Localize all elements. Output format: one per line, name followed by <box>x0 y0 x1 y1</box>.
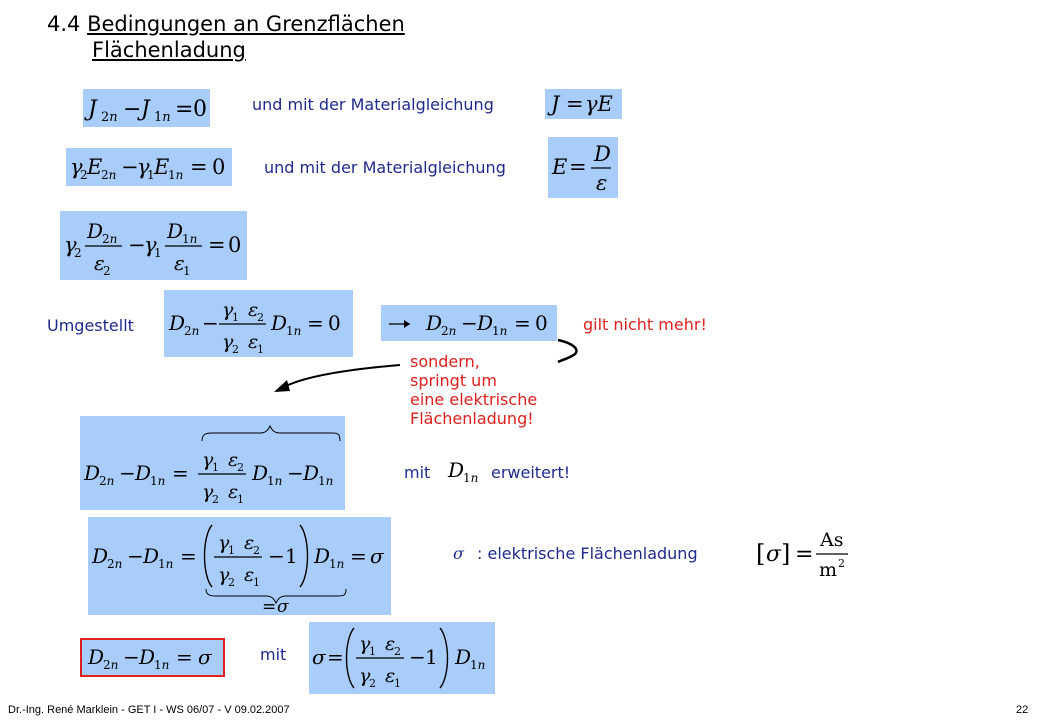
svg-text:=: = <box>176 645 193 669</box>
formula-sigma-expression-svg <box>309 622 495 694</box>
svg-text:1: 1 <box>394 677 401 690</box>
svg-text:γ: γ <box>64 233 77 257</box>
svg-text:D: D <box>314 544 331 568</box>
svg-text:γ: γ <box>222 299 234 321</box>
sondern-line-2: springt um <box>410 371 497 390</box>
formula-sigma-def-svg <box>88 517 391 615</box>
svg-text:1n: 1n <box>182 232 198 246</box>
svg-text:1: 1 <box>237 493 244 506</box>
svg-text:γ: γ <box>144 233 157 257</box>
svg-text:γE: γE <box>585 92 613 116</box>
svg-text:−: − <box>123 97 142 122</box>
svg-text:ε: ε <box>385 633 396 655</box>
svg-text:1: 1 <box>369 645 376 658</box>
title-line1: Bedingungen an Grenzflächen <box>87 12 405 36</box>
svg-text:2: 2 <box>232 343 239 356</box>
svg-text:1: 1 <box>232 311 239 324</box>
svg-text:1n: 1n <box>492 324 508 338</box>
formula-sigma-def <box>88 517 391 615</box>
svg-text:2n: 2n <box>107 557 123 571</box>
svg-text:γ: γ <box>218 564 230 586</box>
svg-text:E: E <box>552 155 568 179</box>
svg-text:D: D <box>139 645 156 669</box>
svg-text:1: 1 <box>147 168 155 182</box>
svg-text:ε: ε <box>174 251 185 275</box>
sondern-line-4: Flächenladung! <box>410 409 534 428</box>
svg-text:D: D <box>426 311 443 335</box>
svg-text:[: [ <box>756 540 766 568</box>
svg-text:2: 2 <box>257 311 264 324</box>
sigma-description: : elektrische Flächenladung <box>477 544 698 563</box>
svg-text:−: − <box>119 461 136 485</box>
svg-text:2: 2 <box>212 493 219 506</box>
svg-text:As: As <box>820 529 844 551</box>
svg-text:=: = <box>795 542 814 567</box>
svg-text:2n: 2n <box>101 168 117 182</box>
mit-label-1: mit <box>404 463 431 482</box>
svg-text:=: = <box>172 461 189 485</box>
svg-text:σ: σ <box>277 597 289 615</box>
svg-text:=: = <box>180 544 197 568</box>
svg-text:=: = <box>208 233 226 257</box>
svg-text:1n: 1n <box>158 557 174 571</box>
svg-text:σ: σ <box>312 645 326 669</box>
svg-text:2n: 2n <box>184 324 200 338</box>
pointer-arrow-curve <box>282 365 400 388</box>
svg-text:1: 1 <box>228 544 235 557</box>
svg-text:=: = <box>350 544 367 568</box>
svg-text:−: − <box>123 645 140 669</box>
svg-text:ε: ε <box>596 171 608 195</box>
mit-label-2: mit <box>260 645 287 664</box>
svg-text:2: 2 <box>74 246 82 260</box>
svg-text:1n: 1n <box>470 658 486 672</box>
svg-text:ε: ε <box>385 665 396 687</box>
svg-text:−: − <box>202 311 219 335</box>
svg-text:γ: γ <box>218 532 230 554</box>
svg-text:=: = <box>327 645 344 669</box>
svg-text:1n: 1n <box>463 471 479 485</box>
svg-text:2n: 2n <box>103 658 119 672</box>
svg-text:D: D <box>271 311 288 335</box>
erweitert-label: erweitert! <box>491 463 571 482</box>
svg-text:1: 1 <box>154 246 162 260</box>
svg-text:2: 2 <box>253 544 260 557</box>
formula-extended <box>80 416 345 510</box>
svg-text:D: D <box>135 461 152 485</box>
svg-text:D: D <box>455 645 472 669</box>
svg-text:D: D <box>252 461 269 485</box>
svg-text:D: D <box>477 311 494 335</box>
svg-text:1: 1 <box>183 264 191 278</box>
svg-text:0: 0 <box>328 311 341 335</box>
svg-text:=: = <box>262 597 277 615</box>
svg-text:−: − <box>121 155 139 179</box>
svg-text:γ: γ <box>359 665 371 687</box>
svg-text:γ: γ <box>137 155 150 179</box>
svg-text:σ: σ <box>198 645 212 669</box>
svg-text:D: D <box>87 219 104 243</box>
svg-text:2: 2 <box>80 168 88 182</box>
svg-text:]: ] <box>781 540 791 568</box>
svg-text:1: 1 <box>257 343 264 356</box>
svg-text:2: 2 <box>237 461 244 474</box>
sigma-symbol <box>452 542 466 566</box>
svg-text:2: 2 <box>369 677 376 690</box>
svg-text:D: D <box>88 645 105 669</box>
svg-text:1n: 1n <box>154 658 170 672</box>
svg-text:ε: ε <box>248 331 259 353</box>
svg-text:2n: 2n <box>441 324 457 338</box>
svg-text:ε: ε <box>94 251 105 275</box>
svg-text:σ: σ <box>453 544 464 563</box>
formula-final-result-svg <box>80 638 225 677</box>
svg-text:=: = <box>566 92 584 116</box>
svg-text:D: D <box>84 461 101 485</box>
svg-text:ε: ε <box>244 564 255 586</box>
formula-sigma-expression <box>309 622 495 694</box>
sondern-note <box>410 352 537 428</box>
svg-text:ε: ε <box>228 481 239 503</box>
svg-text:2n: 2n <box>101 110 118 125</box>
svg-text:γ: γ <box>359 633 371 655</box>
svg-text:−: − <box>128 233 146 257</box>
svg-text:=: = <box>569 155 587 179</box>
formula-d1n-inline <box>446 455 488 487</box>
svg-text:−: − <box>287 461 304 485</box>
svg-text:2: 2 <box>228 576 235 589</box>
svg-text:1n: 1n <box>267 474 283 488</box>
gilt-nicht-mehr: gilt nicht mehr! <box>583 315 707 334</box>
svg-text:1n: 1n <box>318 474 334 488</box>
svg-text:D: D <box>167 219 184 243</box>
material-text-2: und mit der Materialgleichung <box>264 158 506 177</box>
svg-text:E: E <box>87 155 103 179</box>
svg-text:−: − <box>461 311 478 335</box>
svg-text:0: 0 <box>535 311 548 335</box>
svg-text:ε: ε <box>248 299 259 321</box>
svg-text:2: 2 <box>394 645 401 658</box>
svg-text:0: 0 <box>228 233 242 257</box>
svg-text:D: D <box>303 461 320 485</box>
svg-text:=: = <box>175 97 194 122</box>
svg-text:1n: 1n <box>286 324 302 338</box>
svg-text:−: − <box>268 544 285 568</box>
hook-curve <box>558 340 576 362</box>
footer-page-number: 22 <box>1016 704 1029 716</box>
svg-text:γ: γ <box>202 449 214 471</box>
svg-text:1: 1 <box>253 576 260 589</box>
svg-text:ε: ε <box>244 532 255 554</box>
svg-text:J: J <box>141 97 150 122</box>
title-line2: Flächenladung <box>92 38 246 62</box>
svg-text:J: J <box>88 97 97 122</box>
svg-text:D: D <box>92 544 109 568</box>
svg-text:−: − <box>409 645 426 669</box>
svg-text:2: 2 <box>103 264 111 278</box>
svg-text:=: = <box>190 155 208 179</box>
svg-text:σ: σ <box>766 542 782 567</box>
sondern-line-1: sondern, <box>410 352 480 371</box>
svg-text:=: = <box>514 311 531 335</box>
svg-text:E: E <box>154 155 170 179</box>
svg-text:2n: 2n <box>99 474 115 488</box>
svg-text:ε: ε <box>228 449 239 471</box>
material-text-1: und mit der Materialgleichung <box>252 95 494 114</box>
formula-sigma-unit <box>752 524 852 582</box>
svg-text:0: 0 <box>193 97 207 122</box>
svg-text:1: 1 <box>285 544 298 568</box>
umgestellt-label: Umgestellt <box>47 316 134 335</box>
svg-text:γ: γ <box>222 331 234 353</box>
svg-text:1: 1 <box>212 461 219 474</box>
svg-text:1n: 1n <box>168 168 184 182</box>
formula-final-result <box>80 638 225 677</box>
svg-text:0: 0 <box>212 155 226 179</box>
svg-text:−: − <box>127 544 144 568</box>
svg-text:γ: γ <box>202 481 214 503</box>
svg-text:2: 2 <box>838 557 845 570</box>
svg-text:D: D <box>448 458 465 482</box>
svg-text:J: J <box>551 92 560 116</box>
svg-text:1n: 1n <box>150 474 166 488</box>
section-number: 4.4 <box>47 12 81 36</box>
svg-text:D: D <box>143 544 160 568</box>
svg-text:1n: 1n <box>154 110 171 125</box>
sondern-line-3: eine elektrische <box>410 390 538 409</box>
svg-text:1: 1 <box>425 645 438 669</box>
svg-text:1n: 1n <box>329 557 345 571</box>
footer-author: Dr.-Ing. René Marklein - GET I - WS 06/07 - V 09.02.2007 <box>8 704 290 716</box>
formula-extended-svg <box>80 416 345 510</box>
svg-text:m: m <box>819 559 838 581</box>
svg-text:=: = <box>307 311 324 335</box>
svg-text:γ: γ <box>70 155 83 179</box>
svg-text:D: D <box>594 142 611 166</box>
svg-text:σ: σ <box>370 544 384 568</box>
svg-text:2n: 2n <box>102 232 118 246</box>
pointer-arrow-head <box>274 380 290 392</box>
svg-text:D: D <box>169 311 186 335</box>
